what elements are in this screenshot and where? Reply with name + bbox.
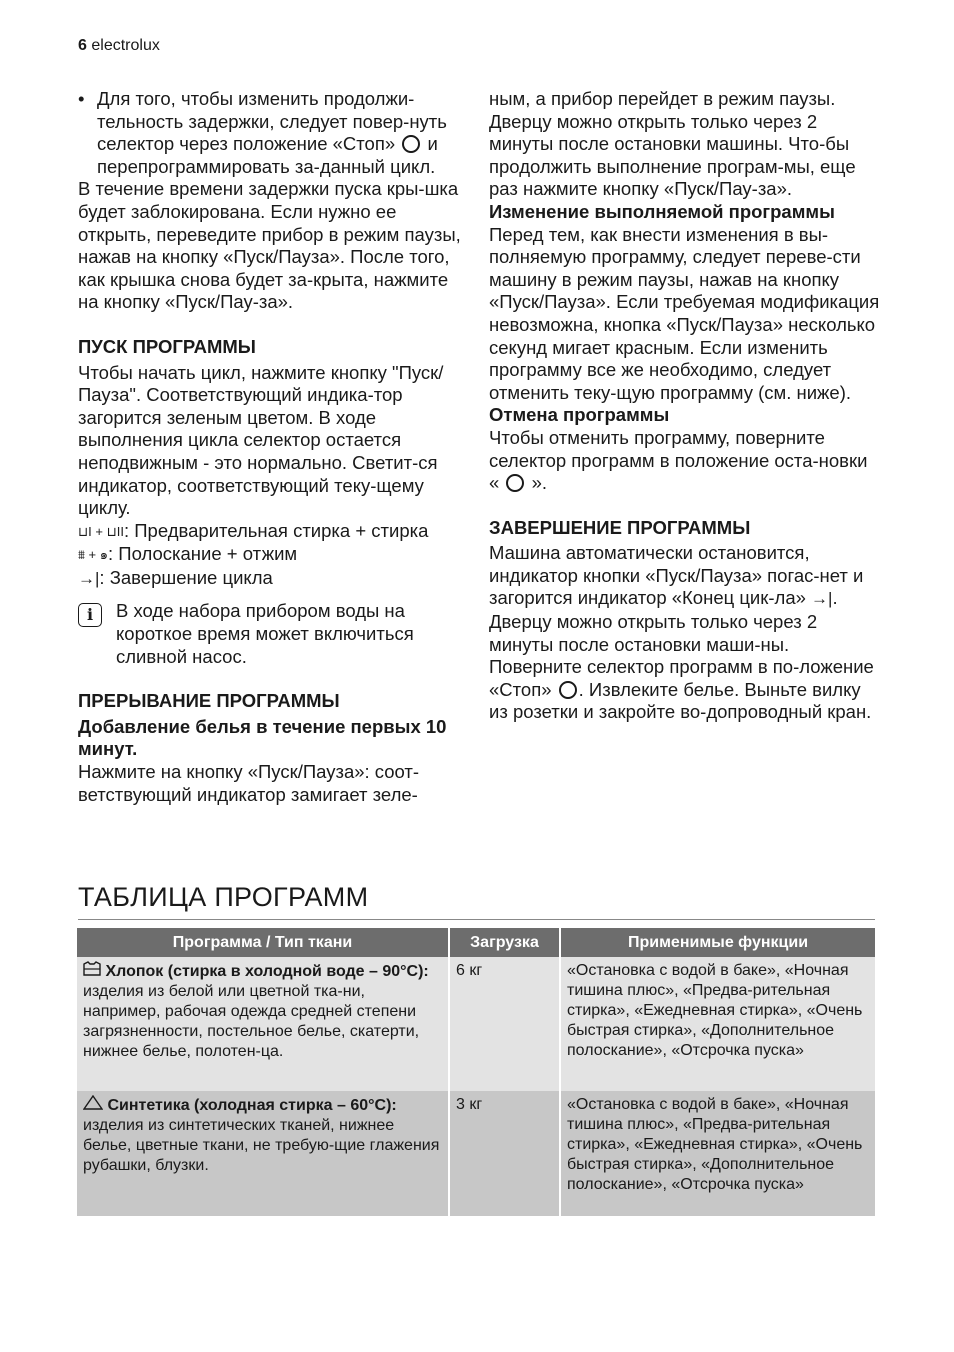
program-description: изделия из белой или цветной тка-ни, например, рабочая одежда средней степени загрязненности, постельное белье, скатерти, нижнее белье, полотен-ца. <box>83 983 420 1060</box>
end-cycle-icon: →| <box>78 568 100 588</box>
delay-bullet-tail: и перепрограммировать за-данный цикл. <box>97 133 438 177</box>
left-column <box>78 88 468 806</box>
title-divider <box>78 919 875 920</box>
load-cell: 6 кг <box>449 957 560 1091</box>
heading-program-start: ПУСК ПРОГРАММЫ <box>78 335 256 357</box>
synthetics-icon <box>83 1095 103 1116</box>
delay-bullet-text: Для того, чтобы изменить продолжи-тельность задержки, следует повер-нуть селектор через положение «Стоп» <box>97 88 447 155</box>
subheading-cancel-program: Отмена программы <box>489 404 670 426</box>
heading-program-end: ЗАВЕРШЕНИЕ ПРОГРАММЫ <box>489 516 751 538</box>
legend-end <box>78 567 468 591</box>
info-icon: i <box>78 603 102 627</box>
program-name: Хлопок (стирка в холодной воде – 90°C): <box>105 963 429 980</box>
subheading-add-laundry: Добавление белья в течение первых 10 минут. <box>78 715 447 760</box>
program-description: изделия из синтетических тканей, нижнее белье, цветные ткани, не требую-щие глажения рубашки, блузки. <box>83 1117 440 1174</box>
program-table-title: ТАБЛИЦА ПРОГРАММ <box>78 882 369 912</box>
program-cell <box>77 957 449 1091</box>
change-program-paragraph: Перед тем, как внести изменения в вы-полняемую программу, следует переве-сти машину в режим паузы, нажав на кнопку «Пуск/Пауза». Если требуемая модификация невозможна, кнопка «Пуск/Пауза» несколько секунд мигает красным. Если изменить программу все же необходимо, следует отменить теку-щую программу (см. ниже). <box>489 223 880 403</box>
table-row <box>77 957 875 1091</box>
info-note-text: В ходе набора прибором воды на короткое время может включиться сливной насос. <box>116 600 414 667</box>
stop-circle-icon <box>402 135 420 153</box>
start-paragraph: Чтобы начать цикл, нажмите кнопку "Пуск/Пауза". Соответствующий индика-тор загорится зеленым цветом. В ходе выполнения цикла селектор остается неподвижным - это нормально. Светит-ся индикатор, соответствующий теку-щему циклу. <box>78 361 444 519</box>
delay-bullet <box>78 88 468 178</box>
cancel-program-paragraph <box>489 427 881 495</box>
functions-cell: «Остановка с водой в баке», «Ночная тишина плюс», «Предва-рительная стирка», «Ежедневная стирка», «Очень быстрая стирка», «Дополнительное полоскание», «Отсрочка пуска» <box>560 957 875 1091</box>
header-load: Загрузка <box>449 928 560 957</box>
heading-program-interrupt: ПРЕРЫВАНИЕ ПРОГРАММЫ <box>78 690 340 712</box>
end-text-3: . Извлеките белье. Выньте вилку из розетки и закройте во-допроводный кран. <box>489 678 872 723</box>
legend-prewash-text: : Предварительная стирка + стирка <box>123 519 429 541</box>
program-cell <box>77 1091 449 1216</box>
legend-end-text: : Завершение цикла <box>99 566 273 588</box>
info-note <box>78 600 468 668</box>
functions-cell: «Остановка с водой в баке», «Ночная тишина плюс», «Предва-рительная стирка», «Ежедневная стирка», «Очень быстрая стирка», «Дополнительное полоскание», «Отсрочка пуска» <box>560 1091 875 1216</box>
table-row <box>77 1091 875 1216</box>
page-number: 6 <box>78 37 87 54</box>
header-program: Программа / Тип ткани <box>77 928 449 957</box>
stop-circle-icon <box>506 474 524 492</box>
brand-name: electrolux <box>91 37 160 54</box>
rinse-spin-icon: ⩩ + ๑ <box>78 547 109 563</box>
header-functions: Применимые функции <box>560 928 875 957</box>
cotton-icon <box>83 961 101 982</box>
legend-rinse <box>78 543 468 567</box>
legend-rinse-text: : Полоскание + отжим <box>108 543 298 565</box>
pause-continuation: ным, а прибор перейдет в режим паузы. Дверцу можно открыть только через 2 минуты после остановки машины. Что-бы продолжить выполнение програм-мы, еще раз нажмите кнопку «Пуск/Пау-за». <box>489 88 856 200</box>
prewash-wash-icon: ⊔I + ⊔II <box>78 523 124 539</box>
subheading-change-program: Изменение выполняемой программы <box>489 200 835 222</box>
load-cell: 3 кг <box>449 1091 560 1216</box>
page-header <box>78 37 160 55</box>
right-column <box>489 88 881 724</box>
program-name: Синтетика (холодная стирка – 60°C): <box>107 1097 397 1114</box>
cancel-tail: ». <box>531 472 548 494</box>
legend-prewash <box>78 520 468 544</box>
add-laundry-paragraph: Нажмите на кнопку «Пуск/Пауза»: соот-ветствующий индикатор замигает зеле- <box>78 761 420 805</box>
delay-paragraph: В течение времени задержки пуска кры-шка будет заблокирована. Если нужно ее открыть, переведите прибор в режим паузы, нажав на кнопку «Пуск/Пауза». После того, как крышка снова будет за-крыта, нажмите на кнопку «Пуск/Пау-за». <box>78 178 461 313</box>
end-text-1: Машина автоматически остановится, индикатор кнопки «Пуск/Пауза» погас-нет и загорится индикатор «Конец цик-ла» <box>489 542 864 609</box>
end-program-paragraph <box>489 542 881 724</box>
table-header-row <box>77 928 875 957</box>
cancel-text: Чтобы отменить программу, поверните селектор программ в положение оста-новки « <box>489 426 868 494</box>
program-table <box>77 928 875 1216</box>
end-text-2: . Дверцу можно открыть только через 2 минуты после остановки маши-ны. Поверните селектор программ в по-ложение «Стоп» <box>489 587 874 700</box>
stop-circle-icon <box>559 681 577 699</box>
end-cycle-icon: →| <box>811 589 833 609</box>
bullet-dot: • <box>78 88 85 109</box>
